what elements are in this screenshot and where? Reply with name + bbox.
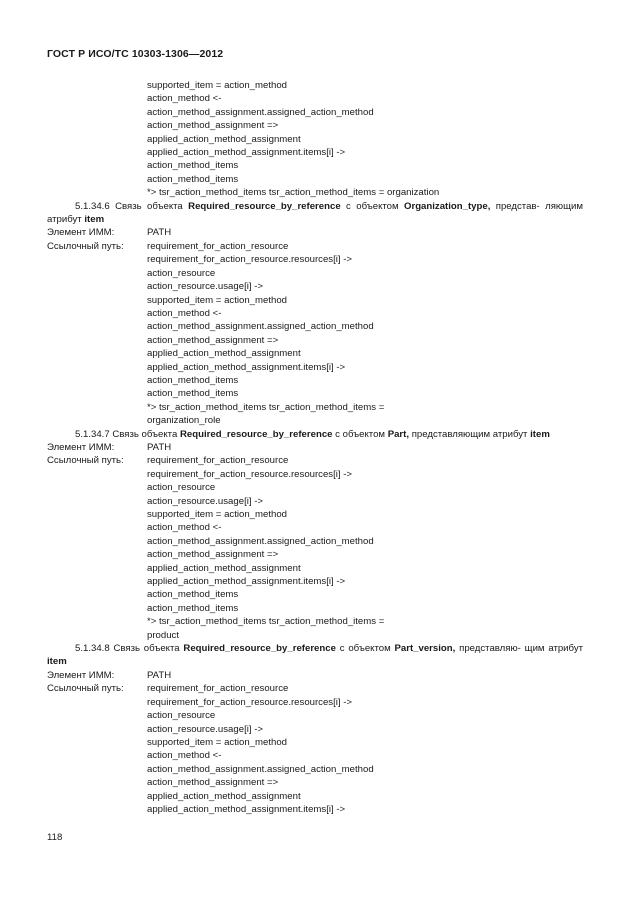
path-line: applied_action_method_assignment.items[i] -> — [147, 803, 346, 815]
path-line: action_method_assignment => — [147, 334, 279, 346]
imm-label: Элемент ИММ: — [47, 669, 115, 681]
section-heading-5-1-34-8: 5.1.34.8 Связь объекта Required_resource_by_reference с объектом Part_version, представляю- щим атрибут item — [47, 643, 584, 668]
reference-path-row — [47, 240, 583, 428]
path-line: supported_item = action_method — [147, 294, 287, 306]
path-line: *> tsr_action_method_items tsr_action_method_items = organization — [147, 187, 440, 199]
path-line: action_method_items — [147, 388, 239, 400]
document-header: ГОСТ Р ИСО/ТС 10303-1306—2012 — [47, 48, 224, 60]
path-line: action_method_assignment.assigned_action_method — [147, 763, 374, 775]
path-line: requirement_for_action_resource.resources[i] -> — [147, 696, 353, 708]
path-line: action_method_assignment => — [147, 120, 279, 132]
target-entity: Part, — [387, 428, 410, 440]
path-line: applied_action_method_assignment — [147, 133, 301, 145]
path-line: requirement_for_action_resource.resources[i] -> — [147, 468, 353, 480]
attribute-name: item — [84, 214, 105, 226]
imm-value: PATH — [147, 441, 172, 453]
section-heading-5-1-34-7: 5.1.34.7 Связь объекта Required_resource_by_reference с объектом Part, представляющим атрибут item — [75, 428, 550, 440]
path-line: requirement_for_action_resource.resources[i] -> — [147, 254, 353, 266]
imm-element-row — [47, 669, 583, 682]
imm-value: PATH — [147, 669, 172, 681]
reference-path-label: Ссылочный путь: — [47, 240, 124, 252]
path-line: action_method_assignment => — [147, 777, 279, 789]
attribute-name: item — [47, 656, 67, 668]
path-line: action_method <- — [147, 750, 222, 762]
imm-element-row — [47, 441, 583, 454]
page-number: 118 — [47, 832, 63, 843]
document-body — [47, 79, 583, 816]
path-line: action_method_items — [147, 160, 239, 172]
imm-value: PATH — [147, 227, 172, 239]
path-line: supported_item = action_method — [147, 509, 287, 520]
path-line: action_resource.usage[i] -> — [147, 495, 263, 507]
reference-path-label: Ссылочный путь: — [47, 683, 124, 695]
path-line: action_method_items — [147, 173, 239, 185]
reference-path-row — [47, 454, 583, 642]
path-line: requirement_for_action_resource — [147, 683, 289, 695]
path-line: supported_item = action_method — [147, 736, 287, 748]
path-line: applied_action_method_assignment — [147, 790, 301, 802]
path-line: action_method <- — [147, 93, 222, 105]
section-number: 5.1.34.8 — [75, 643, 110, 655]
path-line: applied_action_method_assignment.items[i] -> — [147, 147, 346, 159]
target-entity: Organization_type, — [404, 200, 491, 212]
path-line: action_method_assignment => — [147, 549, 279, 561]
path-line: supported_item = action_method — [147, 80, 287, 91]
path-line: action_resource — [147, 482, 216, 494]
path-line: action_resource — [147, 267, 216, 279]
entity-name: Required_resource_by_reference — [183, 643, 336, 655]
imm-label: Элемент ИММ: — [47, 227, 115, 239]
imm-element-row — [47, 226, 583, 239]
path-line: product — [147, 629, 179, 641]
attribute-name: item — [530, 428, 550, 440]
path-line: action_method <- — [147, 522, 222, 534]
path-line: *> tsr_action_method_items tsr_action_method_items = — [147, 401, 385, 413]
section-heading-5-1-34-6: 5.1.34.6 Связь объекта Required_resource_by_reference с объектом Organization_type, представ- ляющим атрибут item — [47, 200, 583, 226]
path-line: applied_action_method_assignment — [147, 562, 301, 574]
entity-name: Required_resource_by_reference — [188, 200, 341, 212]
path-line: action_resource — [147, 710, 216, 722]
path-line: action_resource.usage[i] -> — [147, 281, 263, 293]
section-number: 5.1.34.7 — [75, 428, 110, 440]
reference-path-label: Ссылочный путь: — [47, 455, 124, 467]
path-line: requirement_for_action_resource — [147, 455, 289, 467]
path-line: action_method_assignment.assigned_action_method — [147, 321, 374, 333]
entity-name: Required_resource_by_reference — [179, 428, 333, 440]
section-number: 5.1.34.6 — [75, 200, 110, 212]
target-entity: Part_version, — [394, 643, 456, 655]
path-line: action_method_assignment.assigned_action_method — [147, 535, 374, 547]
path-line: applied_action_method_assignment — [147, 348, 301, 360]
path-line: action_method_assignment.assigned_action_method — [147, 106, 374, 118]
lead-path-block — [47, 79, 583, 200]
path-line: organization_role — [147, 415, 221, 427]
path-line: action_method <- — [147, 307, 222, 319]
imm-label: Элемент ИММ: — [47, 441, 115, 453]
path-line: applied_action_method_assignment.items[i] -> — [147, 576, 346, 588]
path-line: *> tsr_action_method_items tsr_action_method_items = — [147, 616, 385, 628]
path-line: action_method_items — [147, 589, 239, 601]
reference-path — [147, 454, 583, 642]
path-line: action_resource.usage[i] -> — [147, 723, 263, 735]
path-line: action_method_items — [147, 374, 239, 386]
path-line: applied_action_method_assignment.items[i] -> — [147, 361, 346, 373]
reference-path — [147, 240, 583, 428]
reference-path-row — [47, 682, 583, 816]
path-line: action_method_items — [147, 602, 239, 614]
reference-path — [147, 682, 583, 816]
path-line: requirement_for_action_resource — [147, 240, 289, 252]
